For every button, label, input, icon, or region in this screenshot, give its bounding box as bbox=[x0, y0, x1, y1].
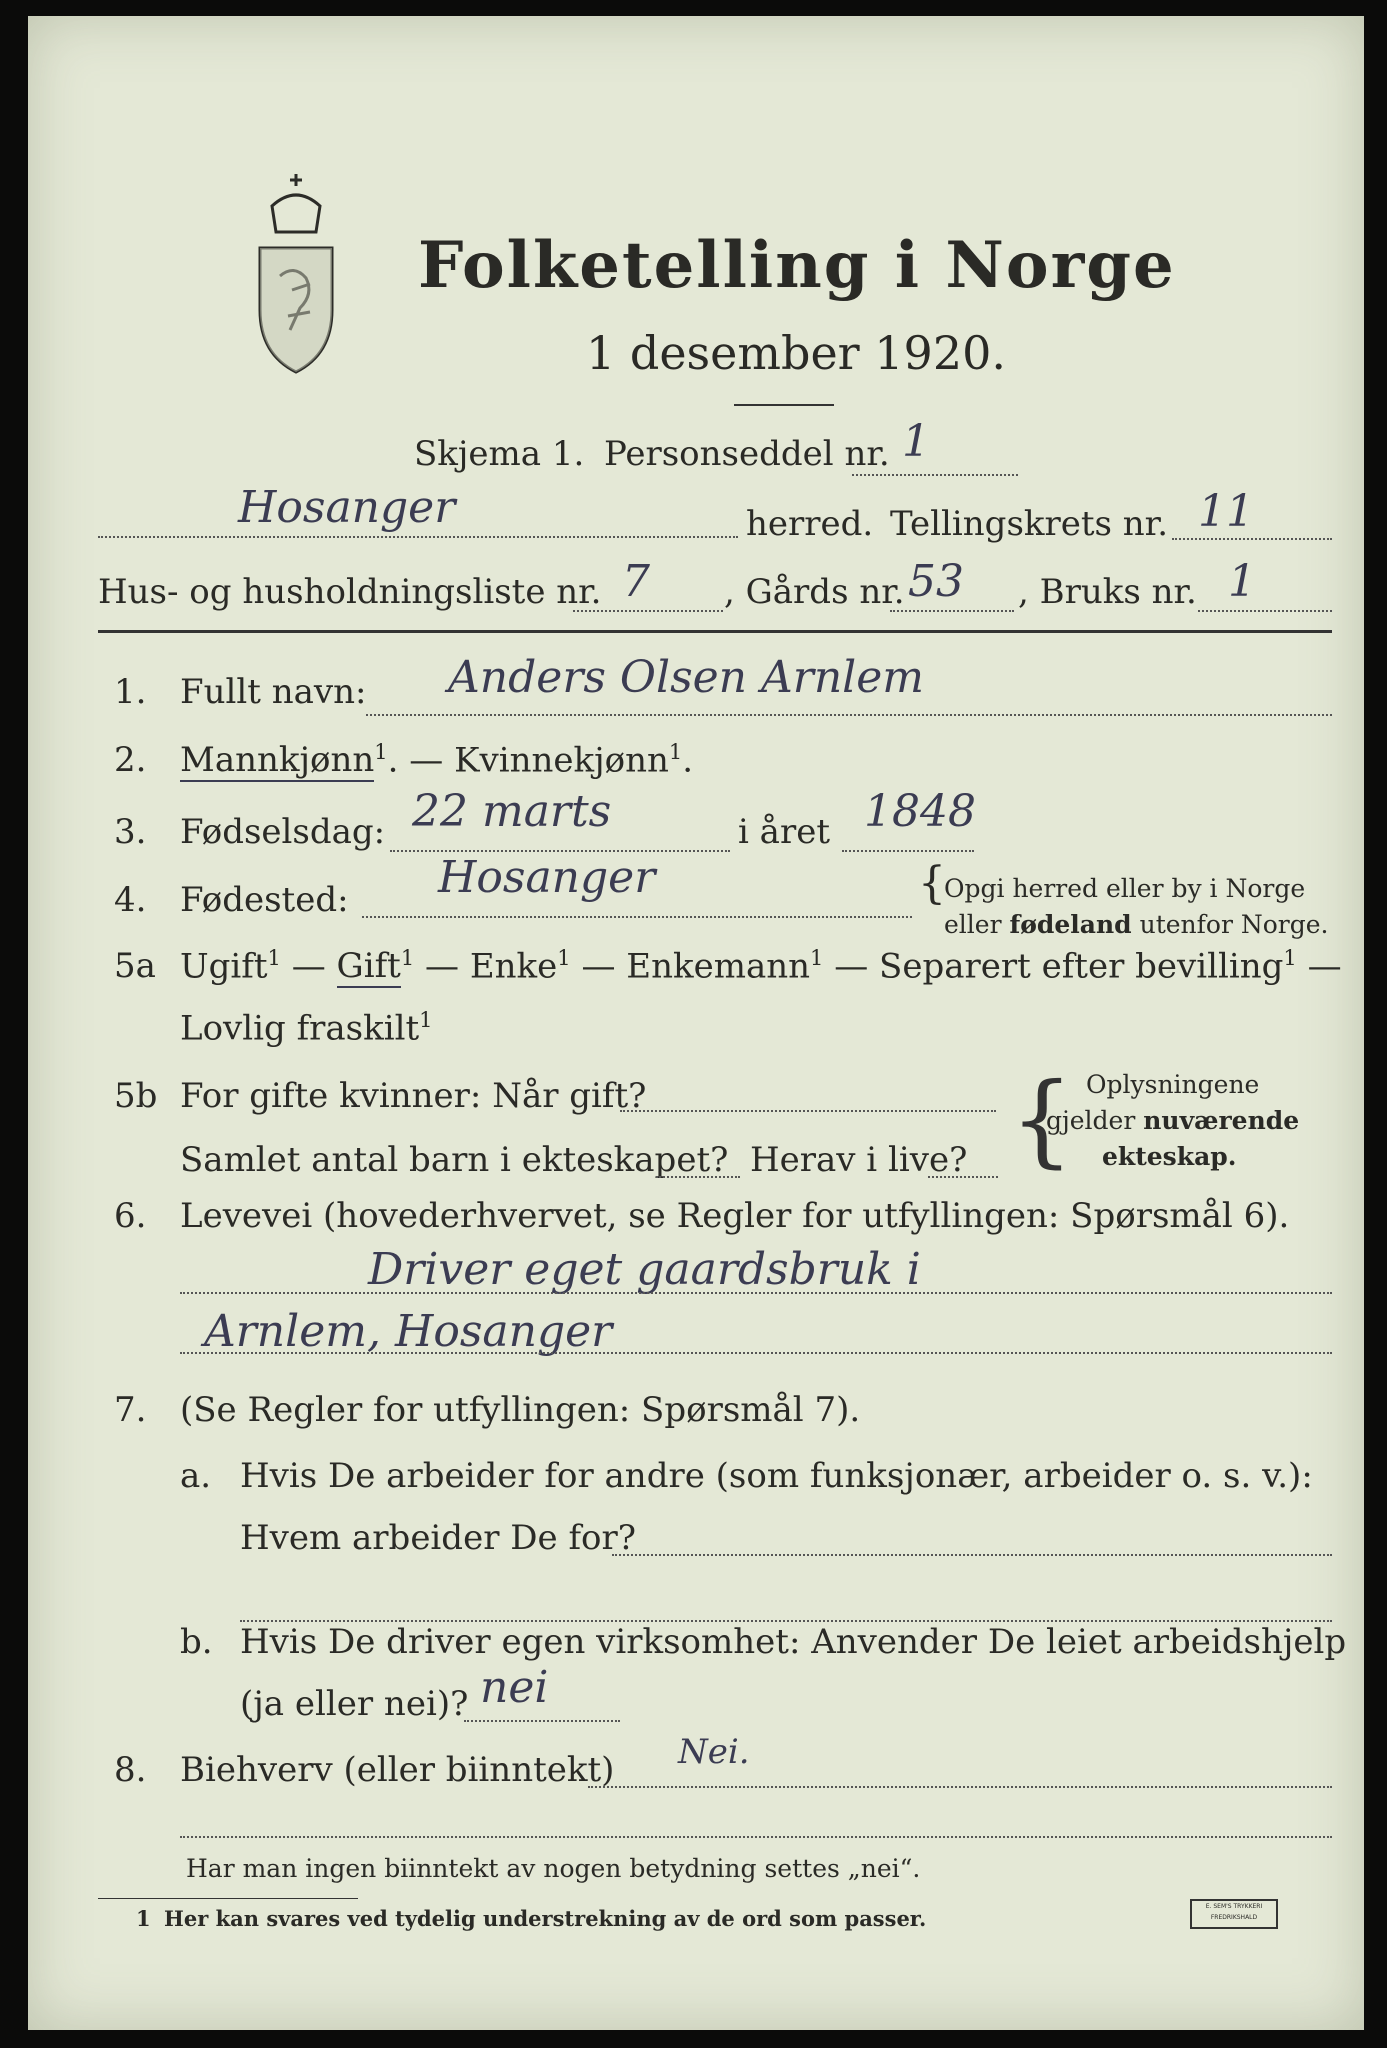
q4-note-line2 bbox=[944, 910, 1328, 939]
gards-label: , Gårds nr. bbox=[724, 572, 905, 612]
q7a-label: Hvis De arbeider for andre (som funksjonær, arbeider o. s. v.): bbox=[240, 1456, 1313, 1496]
q5a-mark-5: 1 bbox=[1283, 946, 1297, 970]
census-form bbox=[28, 16, 1364, 2030]
q4-note-line1: Opgi herred eller by i Norge bbox=[944, 874, 1306, 903]
q7-label: (Se Regler for utfyllingen: Spørsmål 7). bbox=[180, 1390, 861, 1430]
hired-help-value: nei bbox=[480, 1662, 549, 1713]
birthplace-value: Hosanger bbox=[438, 852, 656, 903]
full-name-value: Anders Olsen Arnlem bbox=[448, 652, 924, 703]
q5b-married-when-label: For gifte kvinner: Når gift? bbox=[180, 1076, 647, 1116]
q5a-mark-2: 1 bbox=[400, 946, 415, 970]
birth-year-value: 1848 bbox=[864, 786, 976, 837]
q5a-line2 bbox=[180, 1008, 433, 1048]
q4-label: Fødested: bbox=[180, 880, 349, 920]
q5b-note-part-a: gjelder bbox=[1046, 1106, 1144, 1135]
q6-line1 bbox=[180, 1292, 1332, 1294]
occupation-value-line2: Arnlem, Hosanger bbox=[204, 1306, 613, 1357]
q5a-mark-3: 1 bbox=[557, 946, 571, 970]
census-date: 1 desember 1920. bbox=[586, 326, 1006, 380]
q5b-brace: { bbox=[1010, 1061, 1074, 1178]
q5a-mark-6: 1 bbox=[419, 1008, 433, 1032]
tellingskrets-label: Tellingskrets nr. bbox=[890, 504, 1169, 544]
q4-note-part-b: fødeland bbox=[1009, 910, 1132, 939]
q7b-letter: b. bbox=[180, 1622, 213, 1662]
gards-value: 53 bbox=[908, 556, 964, 607]
q5b-alive-label: Herav i live? bbox=[750, 1140, 968, 1180]
personseddel-value: 1 bbox=[902, 416, 930, 467]
q6-line2 bbox=[180, 1352, 1332, 1354]
printer-stamp-line2: FREDRIKSHALD bbox=[1210, 1914, 1258, 1921]
q5a-dash-1: — bbox=[280, 946, 337, 987]
q2-separator: . — bbox=[387, 740, 455, 781]
q5a-number: 5a bbox=[114, 946, 156, 986]
personseddel-line bbox=[852, 474, 1018, 476]
q2-end: . bbox=[682, 740, 694, 781]
tellingskrets-line bbox=[1172, 538, 1332, 540]
q8-line2 bbox=[180, 1836, 1332, 1838]
marital-enke: Enke bbox=[469, 946, 558, 987]
q8-line1 bbox=[588, 1786, 1332, 1788]
q7a-label2: Hvem arbeider De for? bbox=[240, 1518, 636, 1558]
footnote-text: Her kan svares ved tydelig understrekning av de ord som passer. bbox=[164, 1906, 927, 1931]
tellingskrets-value: 11 bbox=[1198, 486, 1254, 537]
q5a-dash-2: — bbox=[414, 946, 470, 987]
q8-label: Biehverv (eller biinntekt) bbox=[180, 1750, 615, 1790]
header-separator bbox=[98, 630, 1332, 633]
occupation-value-line1: Driver eget gaardsbruk i bbox=[368, 1244, 921, 1295]
q5b-note-line2 bbox=[1046, 1106, 1299, 1135]
q2-footnote-mark: 1 bbox=[374, 740, 388, 764]
q2-gender-line bbox=[180, 740, 693, 780]
marital-gift: Gift bbox=[336, 946, 401, 987]
gards-line bbox=[890, 610, 1014, 612]
bruks-line bbox=[1198, 610, 1332, 612]
q6-number: 6. bbox=[114, 1196, 147, 1236]
herred-line bbox=[98, 536, 738, 538]
q5a-dash-4: — bbox=[823, 946, 880, 987]
q2-footnote-mark-2: 1 bbox=[668, 740, 683, 764]
q3-label: Fødselsdag: bbox=[180, 812, 386, 852]
footnote-divider bbox=[98, 1898, 358, 1899]
q5b-married-when-line bbox=[620, 1110, 996, 1112]
q5b-children-label: Samlet antal barn i ekteskapet? bbox=[180, 1140, 729, 1180]
title-divider bbox=[734, 404, 834, 406]
marital-ugift: Ugift bbox=[180, 946, 268, 987]
q3-year-line bbox=[842, 850, 974, 852]
gender-female-option: Kvinnekjønn bbox=[454, 740, 669, 781]
q1-label: Fullt navn: bbox=[180, 672, 367, 712]
q4-brace: { bbox=[918, 858, 946, 909]
q5b-note-part-b: nuværende bbox=[1143, 1106, 1300, 1135]
schema-label: Skjema 1. bbox=[414, 434, 585, 474]
personseddel-label: Personseddel nr. bbox=[604, 434, 890, 474]
q7b-label: Hvis De driver egen virksomhet: Anvender De leiet arbeidshjelp bbox=[240, 1622, 1347, 1662]
side-income-value: Nei. bbox=[678, 1732, 750, 1772]
q6-label: Levevei (hovederhvervet, se Regler for utfyllingen: Spørsmål 6). bbox=[180, 1196, 1290, 1236]
q1-number: 1. bbox=[114, 672, 147, 712]
q5b-note-line3: ekteskap. bbox=[1102, 1142, 1237, 1171]
marital-enkemann: Enkemann bbox=[626, 946, 811, 987]
bruks-label: , Bruks nr. bbox=[1018, 572, 1197, 612]
q4-note-part-a: eller bbox=[944, 910, 1010, 939]
q2-number: 2. bbox=[114, 740, 147, 780]
q4-note-part-c: utenfor Norge. bbox=[1131, 910, 1329, 939]
q1-line bbox=[366, 714, 1332, 716]
q5a-dash-3: — bbox=[570, 946, 627, 987]
q5b-children-line bbox=[656, 1176, 740, 1178]
q5b-alive-line bbox=[928, 1176, 998, 1178]
q5b-note-line1: Oplysningene bbox=[1086, 1070, 1260, 1099]
herred-value: Hosanger bbox=[238, 482, 456, 533]
q5a-marital-line bbox=[180, 946, 1342, 986]
footnote-mark: 1 bbox=[136, 1906, 151, 1931]
q8-number: 8. bbox=[114, 1750, 147, 1790]
q4-number: 4. bbox=[114, 880, 147, 920]
q7a-line1 bbox=[612, 1554, 1332, 1556]
gender-male-option: Mannkjønn bbox=[180, 740, 375, 781]
birth-day-value: 22 marts bbox=[412, 786, 612, 837]
hus-value: 7 bbox=[622, 556, 650, 607]
hus-line bbox=[573, 610, 723, 612]
printer-stamp bbox=[1190, 1899, 1278, 1929]
q5a-mark-1: 1 bbox=[267, 946, 281, 970]
printer-stamp-line1: E. SEM'S TRYKKERI bbox=[1205, 1903, 1263, 1910]
hus-label: Hus- og husholdningsliste nr. bbox=[98, 572, 602, 612]
q7b-line bbox=[464, 1720, 620, 1722]
q5b-number: 5b bbox=[114, 1076, 158, 1116]
form-title: Folketelling i Norge bbox=[418, 228, 1176, 303]
herred-label: herred. bbox=[746, 504, 874, 544]
q5a-dash-5: — bbox=[1296, 946, 1342, 987]
no-income-note: Har man ingen biinntekt av nogen betydning settes „nei“. bbox=[186, 1854, 921, 1883]
bruks-value: 1 bbox=[1228, 556, 1256, 607]
marital-fraskilt: Lovlig fraskilt bbox=[180, 1008, 420, 1049]
q4-line bbox=[362, 916, 912, 918]
q7-number: 7. bbox=[114, 1390, 147, 1430]
q3-number: 3. bbox=[114, 812, 147, 852]
coat-of-arms-icon bbox=[250, 166, 342, 376]
marital-separert: Separert efter bevilling bbox=[879, 946, 1284, 987]
q7b-label2: (ja eller nei)? bbox=[240, 1684, 469, 1724]
q5a-mark-4: 1 bbox=[810, 946, 824, 970]
q7a-letter: a. bbox=[180, 1456, 212, 1496]
q3-year-label: i året bbox=[738, 812, 830, 852]
